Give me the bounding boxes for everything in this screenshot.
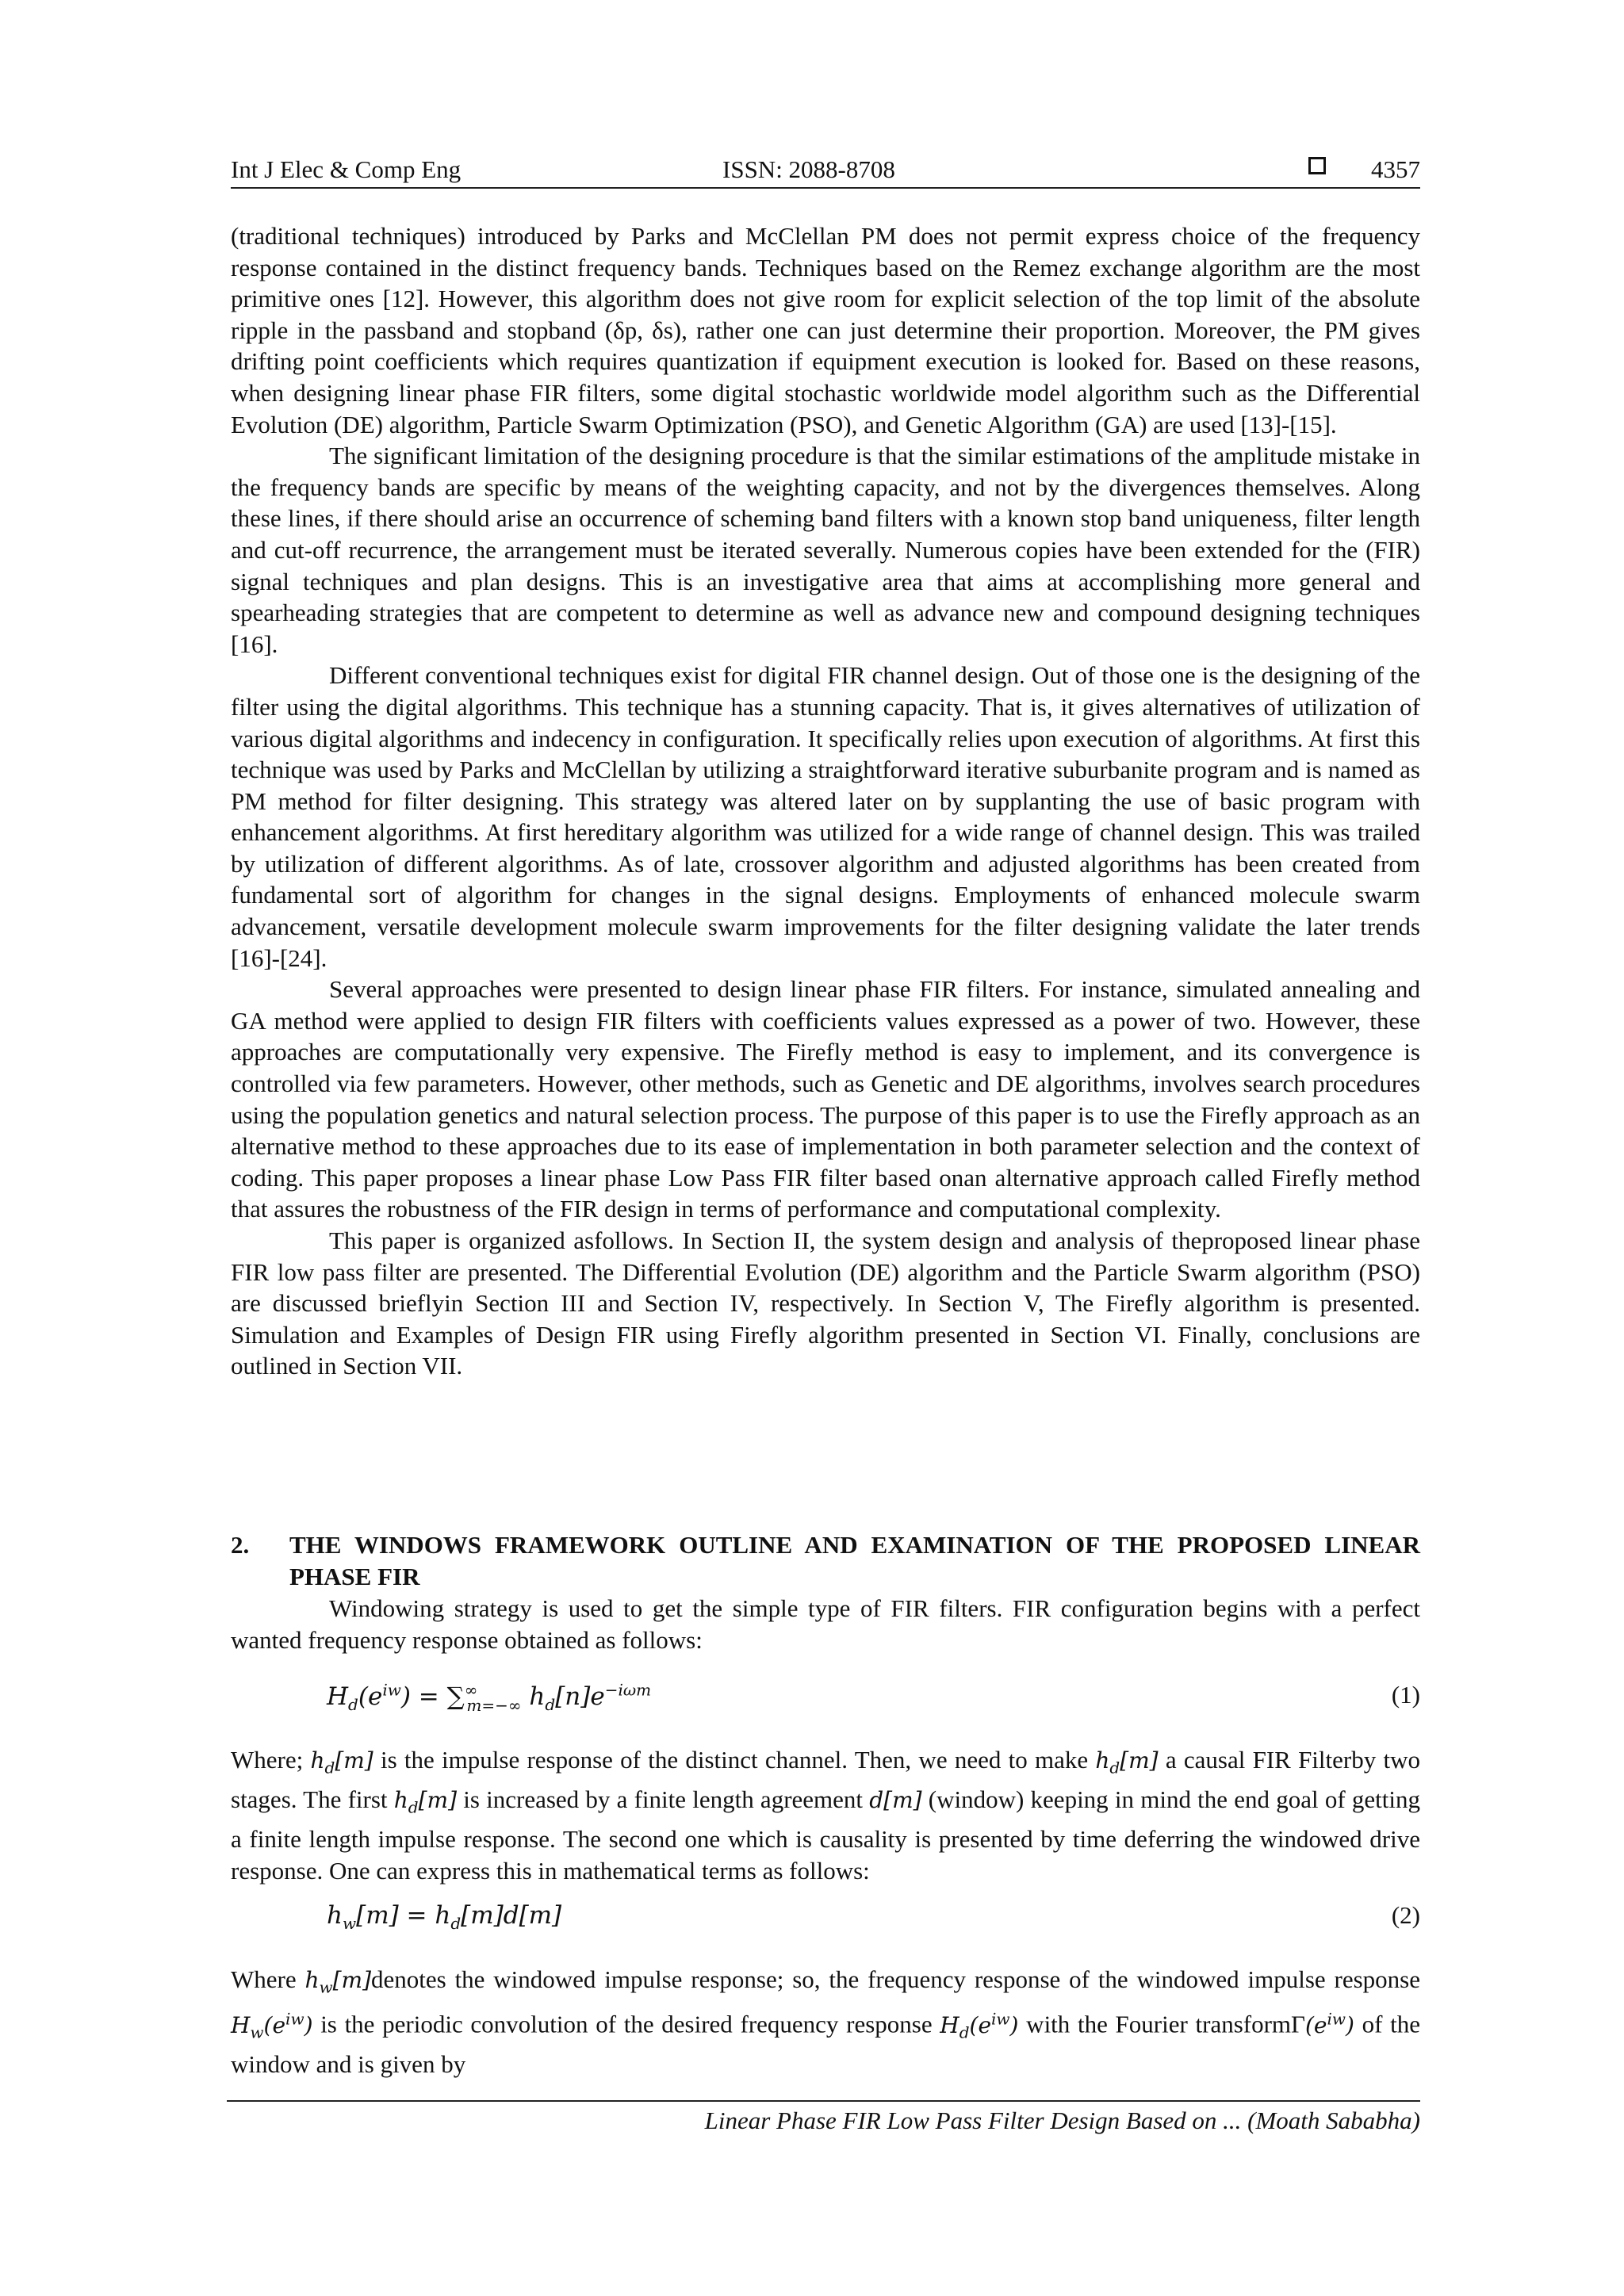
equation-2-number: (2) — [1391, 1901, 1420, 1929]
equation-2 — [327, 1901, 1420, 1934]
equation-1-number: (1) — [1391, 1681, 1420, 1709]
footer-citation: Linear Phase FIR Low Pass Filter Design Based on ... (Moath Sababha) — [704, 2107, 1420, 2134]
where-paragraph-1 — [231, 1744, 1420, 1887]
footer-divider — [227, 2100, 1420, 2102]
journal-name: Int J Elec & Comp Eng — [231, 155, 462, 183]
paragraph: This paper is organized asfollows. In Section II, the system design and analysis of theproposed linear phase FIR low pass filter are presented. The Differential Evolution (DE) algorithm and the Particle Swarm algorithm (PSO) are discussed brieflyin Section III and Section IV, respectively. In Section V, The Firefly algorithm is presented. Simulation and Examples of Design FIR using Firefly algorithm presented in Section VI. Finally, conclusions are outlined in Section VII. — [231, 1226, 1420, 1380]
issn: ISSN: 2088-8708 — [722, 155, 895, 183]
paragraph: Different conventional techniques exist for digital FIR channel design. Out of those one is the designing of the filter using the digital algorithms. This technique has a stunning capacity. That is, it gives alternatives of utilization of various digital algorithms and indecency in configuration. It specifically relies upon execution of algorithms. At first this technique was used by Parks and McClellan by utilizing a straightforward iterative suburbanite program and is named as PM method for filter designing. This strategy was altered later on by supplanting the use of basic program with enhancement algorithms. At first hereditary algorithm was utilized for a wide range of channel design. This was trailed by utilization of different algorithms. As of late, crossover algorithm and adjusted algorithms has been created from fundamental sort of algorithm for changes in the signal designs. Employments of enhanced molecule swarm advancement, versatile development molecule swarm improvements for the filter designing validate the later trends [16]-[24]. — [231, 661, 1420, 972]
equation-2-formula: $h_w[m] = h_d[m]d[m]$ — [327, 1901, 562, 1934]
section-number: 2. — [231, 1531, 250, 1559]
paragraph: The significant limitation of the designing procedure is that the similar estimations of the amplitude mistake in the frequency bands are specific by means of the weighting capacity, and not by the divergences themselves. Along these lines, if there should arise an occurrence of scheming band filters with a known stop band uniqueness, filter length and cut-off recurrence, the arrangement must be iterated severally. Numerous copies have been extended for the (FIR) signal techniques and plan designs. This is an investigative area that aims at accomplishing more general and spearheading strategies that are competent to determine as well as advance new and compound designing techniques [16]. — [231, 442, 1420, 658]
body-text — [231, 220, 1420, 1382]
paragraph: Windowing strategy is used to get the simple type of FIR filters. FIR configuration begins with a perfect wanted frequency response obtained as follows: — [231, 1594, 1420, 1654]
header-divider — [231, 187, 1420, 189]
section-intro — [231, 1593, 1420, 1655]
equation-1-formula: $H_d(e^{iw}) = \sum^\infty_{m=-\infty}$ $h_d[n]e^{-i\omega m}$ — [327, 1681, 652, 1715]
page-number: 4357 — [1371, 155, 1420, 183]
paragraph: Where $h_w[m]denotes$ the windowed impulse response; so, the frequency response of the windowed impulse response $H_w(e^{iw})$ is the periodic convolution of the desired frequency response $H_d(e^{iw})$ with the Fourier $transform\Gamma(e^{iw})$ of the window and is given by — [231, 1965, 1421, 2078]
paragraph: (traditional techniques) introduced by Parks and McClellan PM does not permit express choice of the frequency response contained in the distinct frequency bands. Techniques based on the Remez exchange algorithm are the most primitive ones [12]. However, this algorithm does not give room for explicit selection of the top limit of the absolute ripple in the passband and stopband (δp, δs), rather one can just determine their proportion. Moreover, the PM gives drifting point coefficients which requires quantization if equipment execution is looked for. Based on these reasons, when designing linear phase FIR filters, some digital stochastic worldwide model algorithm such as the Differential Evolution (DE) algorithm, Particle Swarm Optimization (PSO), and Genetic Algorithm (GA) are used [13]-[15]. — [231, 222, 1420, 438]
square-bullet-icon — [1308, 157, 1326, 174]
equation-1 — [327, 1681, 1420, 1714]
where-paragraph-2 — [231, 1964, 1420, 2080]
section-heading — [231, 1529, 1420, 1592]
paragraph: Where; $h_d[m]$ is the impulse response of the distinct channel. Then, we need to make $h_d[m]$ a causal FIR Filterby two stages. The first $h_d[m]$ is increased by a finite length agreement d[m] (window) keeping in mind the end goal of getting a finite length impulse response. The second one which is causality is presented by time deferring the windowed drive response. One can express this in mathematical terms as follows: — [231, 1746, 1420, 1885]
paragraph: Several approaches were presented to design linear phase FIR filters. For instance, simulated annealing and GA method were applied to design FIR filters with coefficients values expressed as a power of two. However, these approaches are computationally very expensive. The Firefly method is easy to implement, and its convergence is controlled via few parameters. However, other methods, such as Genetic and DE algorithms, involves search procedures using the population genetics and natural selection process. The purpose of this paper is to use the Firefly approach as an alternative method to these approaches due to its ease of implementation in both parameter selection and the context of coding. This paper proposes a linear phase Low Pass FIR filter based onan alternative approach called Firefly method that assures the robustness of the FIR design in terms of performance and computational complexity. — [231, 975, 1420, 1223]
running-header — [231, 155, 1420, 190]
section-title: THE WINDOWS FRAMEWORK OUTLINE AND EXAMINATION OF THE PROPOSED LINEAR PHASE FIR — [289, 1531, 1420, 1590]
